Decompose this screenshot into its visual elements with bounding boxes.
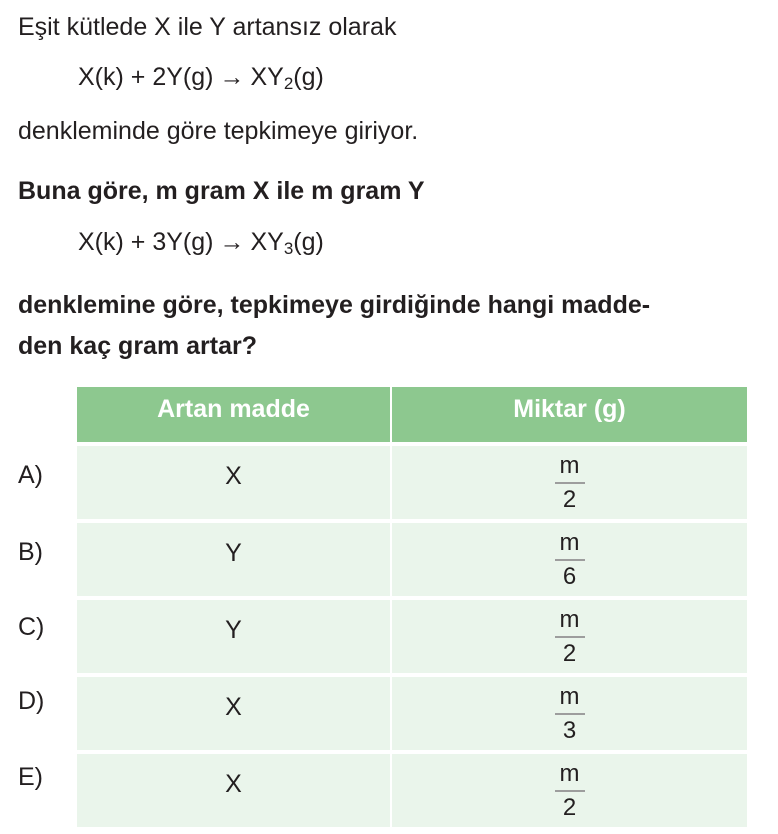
equation-1-subscript: 2 bbox=[283, 74, 294, 93]
equation-1-product: XY bbox=[250, 63, 284, 91]
fraction-denominator: 6 bbox=[562, 562, 577, 590]
fraction-denominator: 3 bbox=[562, 716, 577, 744]
fraction bbox=[555, 760, 585, 822]
fraction bbox=[555, 683, 585, 745]
fraction-denominator: 2 bbox=[562, 639, 577, 667]
fraction bbox=[555, 452, 585, 514]
question-bold-line-1: Buna göre, m gram X ile m gram Y bbox=[18, 177, 425, 205]
fraction-numerator: m bbox=[559, 682, 580, 710]
fraction-numerator: m bbox=[559, 528, 580, 556]
reaction-arrow-icon: → bbox=[219, 228, 245, 256]
reaction-equation-2 bbox=[78, 227, 324, 260]
equation-2-reactants: X(k) + 3Y(g) bbox=[78, 228, 214, 256]
fraction-bar bbox=[555, 559, 585, 561]
option-a-label[interactable]: A) bbox=[18, 461, 43, 489]
fraction-bar bbox=[555, 790, 585, 792]
fraction-bar bbox=[555, 482, 585, 484]
header-artan-madde: Artan madde bbox=[77, 387, 390, 442]
fraction-numerator: m bbox=[559, 759, 580, 787]
table-header bbox=[77, 387, 747, 442]
table-row[interactable] bbox=[77, 519, 747, 596]
fraction-numerator: m bbox=[559, 451, 580, 479]
fraction-numerator: m bbox=[559, 605, 580, 633]
answer-table bbox=[77, 387, 747, 827]
table-row[interactable] bbox=[77, 442, 747, 519]
substance-cell: X bbox=[77, 446, 390, 519]
fraction-denominator: 2 bbox=[562, 793, 577, 821]
question-intro-line: Eşit kütlede X ile Y artansız olarak bbox=[18, 13, 397, 41]
fraction-bar bbox=[555, 713, 585, 715]
option-c-label[interactable]: C) bbox=[18, 613, 45, 641]
question-bold-line-2: denklemine göre, tepkimeye girdiğinde hangi madde- bbox=[18, 291, 651, 319]
option-b-label[interactable]: B) bbox=[18, 538, 43, 566]
substance-cell: Y bbox=[77, 600, 390, 673]
fraction bbox=[555, 529, 585, 591]
header-miktar: Miktar (g) bbox=[390, 387, 747, 442]
equation-1-phase: (g) bbox=[293, 63, 324, 91]
substance-cell: X bbox=[77, 677, 390, 750]
table-row[interactable] bbox=[77, 750, 747, 827]
equation-2-phase: (g) bbox=[293, 228, 324, 256]
fraction-denominator: 2 bbox=[562, 485, 577, 513]
equation-2-product: XY bbox=[250, 228, 284, 256]
amount-cell bbox=[390, 523, 747, 596]
option-e-label[interactable]: E) bbox=[18, 763, 43, 791]
amount-cell bbox=[390, 446, 747, 519]
fraction bbox=[555, 606, 585, 668]
amount-cell bbox=[390, 600, 747, 673]
table-row[interactable] bbox=[77, 673, 747, 750]
substance-cell: X bbox=[77, 754, 390, 827]
reaction-arrow-icon: → bbox=[219, 63, 245, 91]
equation-2-subscript: 3 bbox=[283, 239, 294, 258]
fraction-bar bbox=[555, 636, 585, 638]
substance-cell: Y bbox=[77, 523, 390, 596]
question-bold-line-3: den kaç gram artar? bbox=[18, 332, 257, 360]
question-line-2: denkleminde göre tepkimeye giriyor. bbox=[18, 117, 419, 145]
equation-1-reactants: X(k) + 2Y(g) bbox=[78, 63, 214, 91]
amount-cell bbox=[390, 677, 747, 750]
amount-cell bbox=[390, 754, 747, 827]
reaction-equation-1 bbox=[78, 62, 324, 95]
option-d-label[interactable]: D) bbox=[18, 687, 45, 715]
table-row[interactable] bbox=[77, 596, 747, 673]
